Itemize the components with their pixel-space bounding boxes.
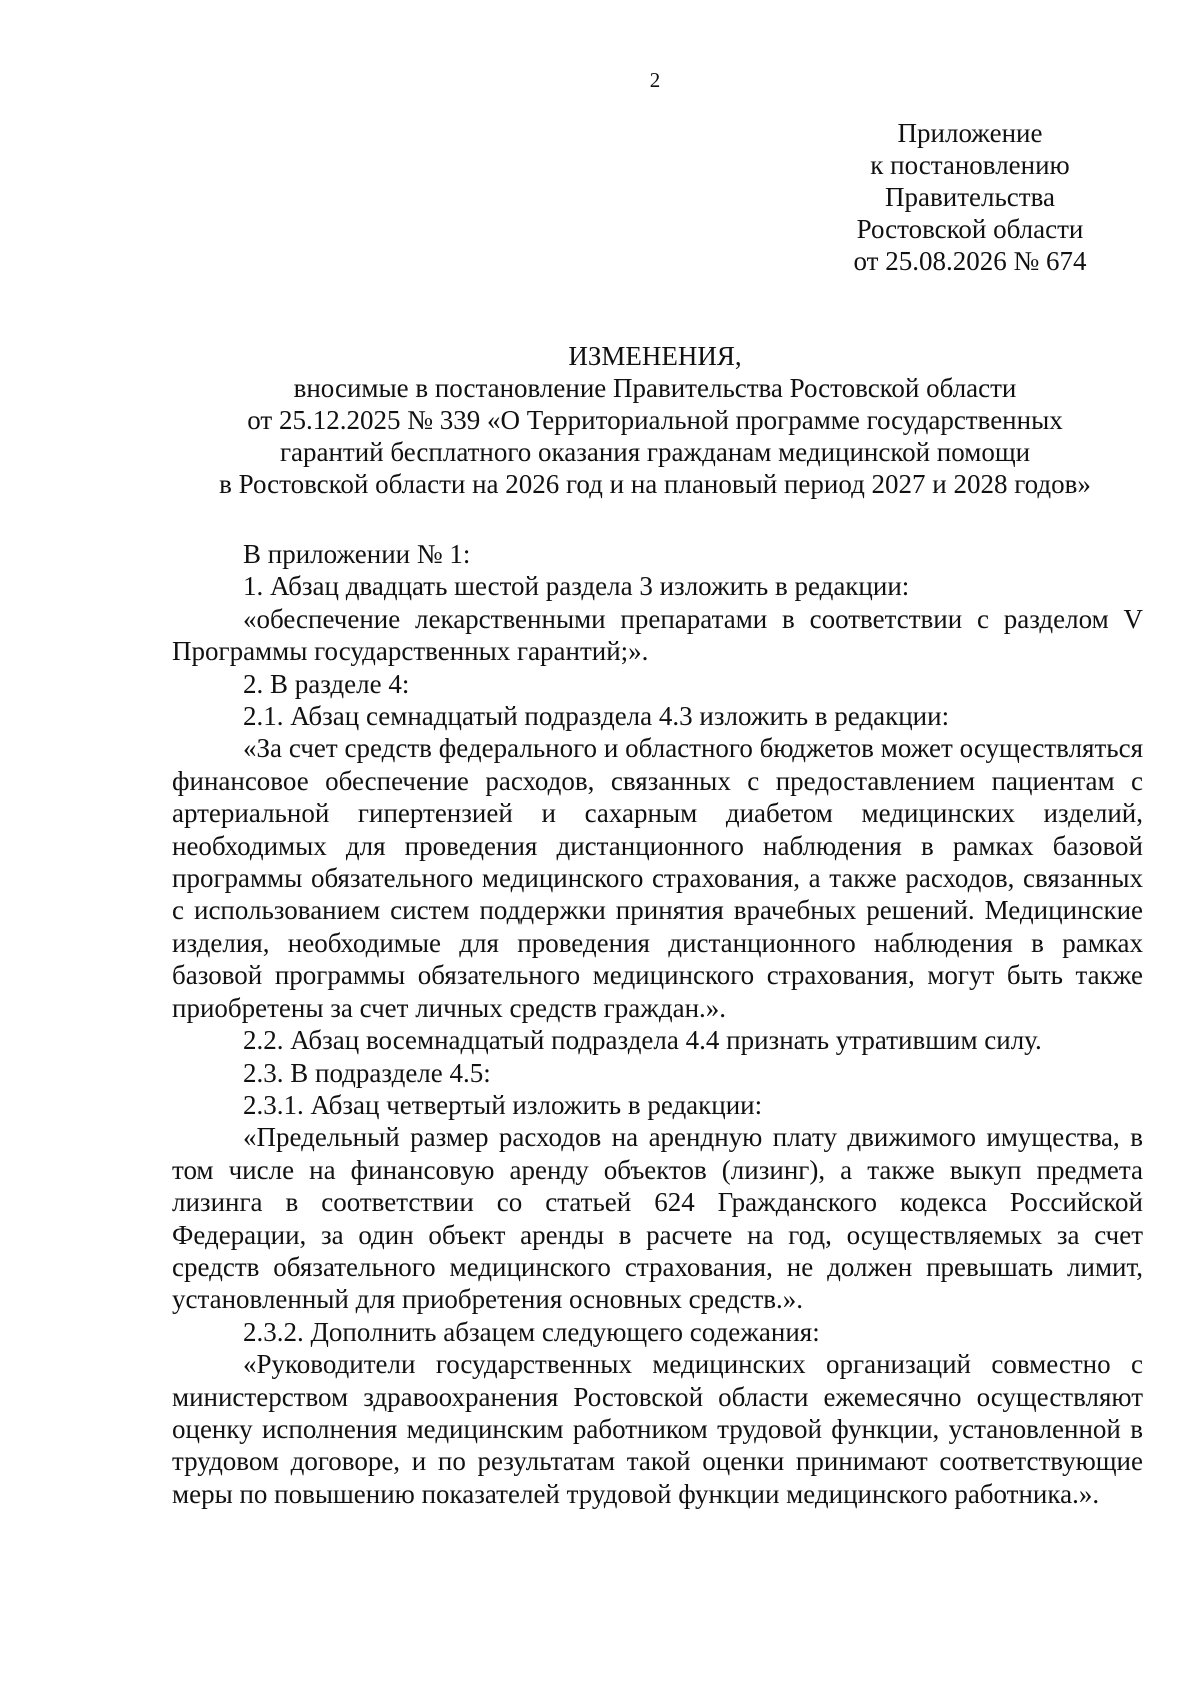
paragraph: «За счет средств федерального и областного бюджетов может осуществляться финансовое обеспечение расходов, связанных с предоставлением пациентам с артериальной гипертензией и сахарным диабетом медицинских изделий, необходимых для проведения дистанционного наблюдения в рамках базовой программы обязательного медицинского страхования, а также расходов, связанных с использованием систем поддержки принятия врачебных решений. Медицинские изделия, необходимые для проведения дистанционного наблюдения в рамках базовой программы обязательного медицинского страхования, могут быть также приобретены за счет личных средств граждан.». [172, 733, 1143, 1023]
appendix-line: Правительства [885, 182, 1055, 212]
paragraph: 2.3.2. Дополнить абзацем следующего содежания: [243, 1316, 820, 1347]
document-body [172, 538, 1143, 1510]
paragraph: «обеспечение лекарственными препаратами в соответствии с разделом V Программы государственных гарантий;». [172, 603, 1143, 667]
appendix-line: Ростовской области [856, 214, 1084, 244]
heading-line: гарантий бесплатного оказания гражданам медицинской помощи [279, 437, 1031, 467]
paragraph: 2.1. Абзац семнадцатый подраздела 4.3 изложить в редакции: [243, 701, 950, 732]
heading-line: от 25.12.2025 № 339 «О Территориальной программе государственных [247, 405, 1063, 435]
page-number: 2 [649, 68, 661, 92]
paragraph: «Предельный размер расходов на арендную плату движимого имущества, в том числе на финансовую аренду объектов (лизинг), а также выкуп предмета лизинга в соответствии со статьей 624 Гражданского кодекса Российской Федерации, за один объект аренды в расчете на год, осуществляемых за счет средств обязательного медицинского страхования, не должен превышать лимит, установленный для приобретения основных средств.». [172, 1122, 1143, 1315]
paragraph: 2.2. Абзац восемнадцатый подраздела 4.4 признать утратившим силу. [243, 1025, 1042, 1056]
appendix-line: от 25.08.2026 № 674 [853, 246, 1087, 276]
heading-line: в Ростовской области на 2026 год и на плановый период 2027 и 2028 годов» [219, 469, 1091, 499]
paragraph: В приложении № 1: [243, 539, 471, 569]
appendix-line: Приложение [897, 118, 1043, 148]
paragraph: 2. В разделе 4: [243, 668, 410, 699]
appendix-block [845, 117, 1095, 277]
document-heading [150, 340, 1160, 500]
paragraph: 2.3. В подразделе 4.5: [243, 1057, 491, 1088]
paragraph: 1. Абзац двадцать шестой раздела 3 изложить в редакции: [243, 571, 910, 602]
paragraph: «Руководители государственных медицинских организаций совместно с министерством здравоохранения Ростовской области ежемесячно осуществляют оценку исполнения медицинским работником трудовой функции, установленной в трудовом договоре, и по результатам такой оценки принимают соответствующие меры по повышению показателей трудовой функции медицинского работника.». [172, 1349, 1143, 1509]
paragraph: 2.3.1. Абзац четвертый изложить в редакции: [243, 1089, 763, 1120]
document-title: ИЗМЕНЕНИЯ, [568, 341, 742, 371]
appendix-line: к постановлению [870, 150, 1070, 180]
heading-line: вносимые в постановление Правительства Ростовской области [293, 373, 1017, 403]
